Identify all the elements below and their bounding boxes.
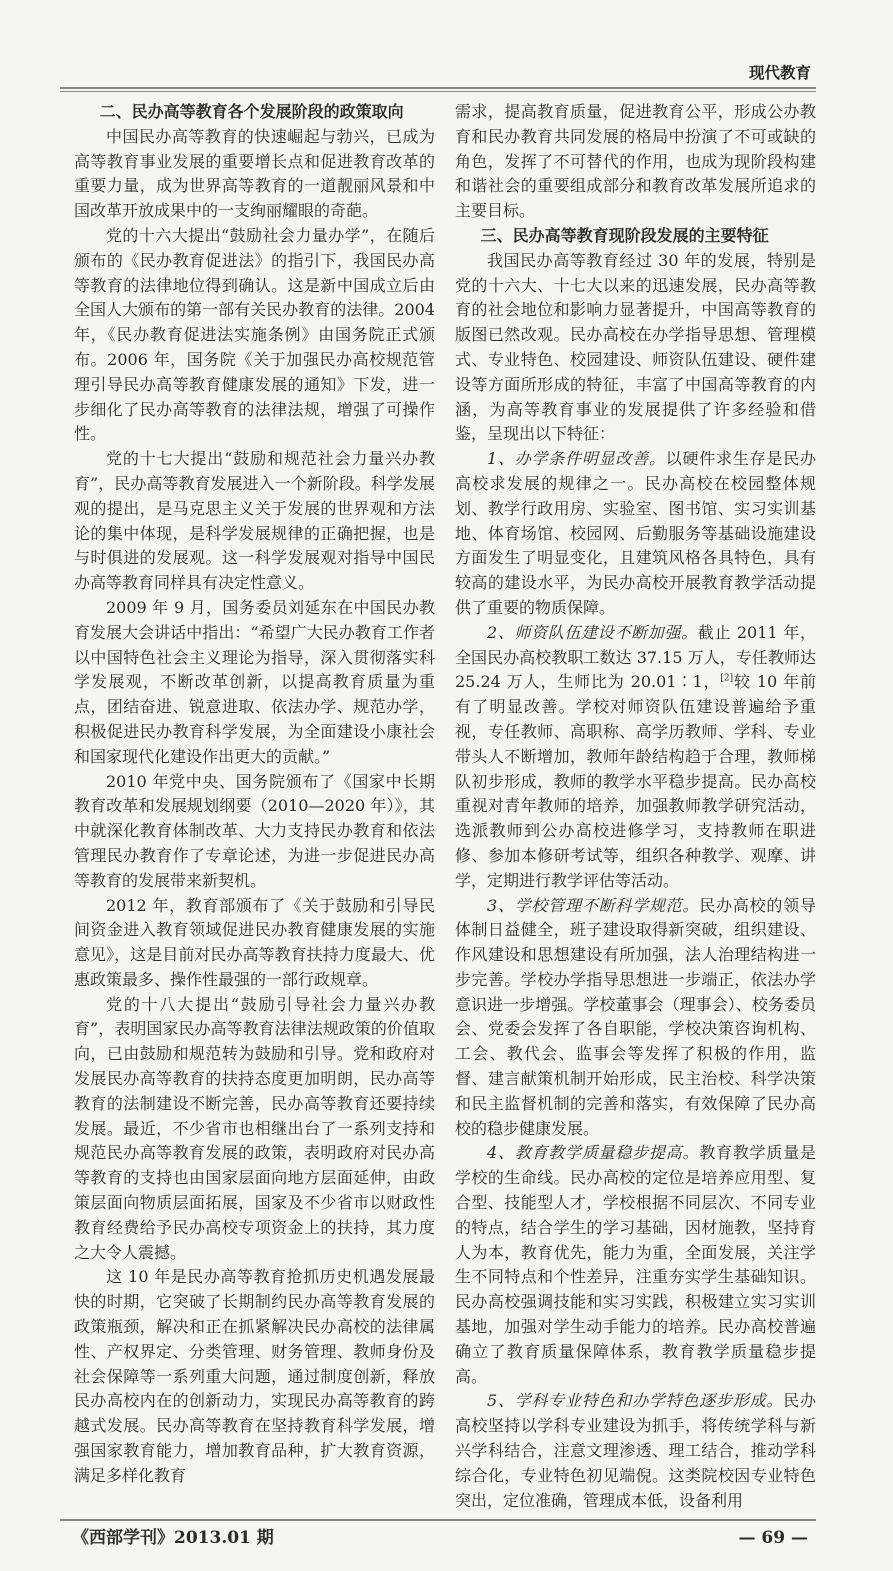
paragraph-intro: 我国民办高等教育经过 30 年的发展，特别是党的十六大、十七大以来的迅速发展，民办高等教育的社会地位和影响力显著提升，中国高等教育的版图已然改观。民办高校在办学指导思想、管理模式、专业特色、校园建设、师资队伍建设、硬件建设等方面所形成的特征，丰富了中国高等教育的内涵，为高等教育事业的发展提供了许多经验和借鉴，呈现出以下特征： bbox=[455, 250, 816, 444]
right-column bbox=[455, 100, 816, 1513]
paragraph: 2010 年党中央、国务院颁布了《国家中长期教育改革和发展规划纲要（2010—2020 年）》，其中就深化教育体制改革、大力支持民办教育和依法管理民办教育作了专章论述，为进一步促进民办高等教育的发展带来新契机。 bbox=[74, 771, 435, 890]
running-head-section: 现代教育 bbox=[748, 64, 811, 82]
paragraph: 党的十六大提出“鼓励社会力量办学”，在随后颁布的《民办教育促进法》的指引下，我国民办高等教育的法律地位得到确认。这是新中国成立后由全国人大颁布的第一部有关民办教育的法律。2004 年，《民办教育促进法实施条例》由国务院正式颁布。2006 年，国务院《关于加强民办高校规范管理引导民办高等教育健康发展的通知》下发，进一步细化了民办高等教育的法律法规，增强了可操作性。 bbox=[74, 225, 435, 444]
feature-lead: 4、教育教学质量稳步提高。 bbox=[487, 1143, 700, 1163]
section-heading-2: 二、民办高等教育各个发展阶段的政策取向 bbox=[99, 102, 404, 121]
footer-row bbox=[60, 1521, 816, 1551]
paragraph: 这 10 年是民办高等教育抢抓历史机遇发展最快的时期，它突破了长期制约民办高等教育发展的政策瓶颈，解决和正在抓紧解决民办高校的法律属性、产权界定、分类管理、财务管理、教师身份及社会保障等一系列重大问题，通过制度创新，释放民办高校内在的创新动力，实现民办高等教育的跨越式发展。民办高等教育在坚持教育科学发展，增强国家教育能力，增加教育品种，扩大教育资源，满足多样化教育 bbox=[74, 1267, 435, 1485]
paragraph: 党的十八大提出“鼓励引导社会力量兴办教育”，表明国家民办高等教育法律法规政策的价值取向，已由鼓励和规范转为鼓励和引导。党和政府对发展民办高等教育的扶持态度更加明朗，民办高等教育的法制建设不断完善，民办高等教育还要持续发展。最近，不少省市也相继出台了一系列支持和规范民办高等教育发展的政策，表明政府对民办高等教育的支持也由国家层面向地方层面延伸，由政策层面向物质层面拓展，国家及不少省市以财政性教育经费给予民办高校专项资金上的扶持，其力度之大令人震撼。 bbox=[74, 994, 435, 1262]
feature-lead: 2、师资队伍建设不断加强。 bbox=[487, 622, 698, 642]
header-row bbox=[60, 62, 816, 84]
paragraph-continuation: 需求，提高教育质量，促进教育公平，形成公办教育和民办教育共同发展的格局中扮演了不可或缺的角色，发挥了不可替代的作用，也成为现阶段构建和谐社会的重要组成部分和教育改革发展所追求的主要目标。 bbox=[455, 102, 816, 221]
feature-lead: 1、办学条件明显改善。 bbox=[487, 449, 666, 469]
journal-issue: 《西部学刊》2013.01 期 bbox=[72, 1528, 274, 1549]
left-column bbox=[74, 100, 435, 1513]
feature-item-2 bbox=[455, 621, 816, 894]
feature-body: 教育教学质量是学校的生命线。民办高校的定位是培养应用型、复合型、技能型人才，学校根据不同层次、不同专业的特点，结合学生的学习基础，因材施教，坚持育人为本，教育优先，能力为重，全面发展，关注学生不同特点和个性差异，注重夯实学生基础知识。民办高校强调技能和实习实践，积极建立实习实训基地，加强对学生动手能力的培养。民办高校普遍确立了教育质量保障体系，教育教学质量稳步提高。 bbox=[455, 1143, 816, 1386]
feature-lead: 5、学科专业特色和办学特色逐步形成。 bbox=[487, 1391, 784, 1411]
feature-item-5 bbox=[455, 1389, 816, 1513]
paragraph: 中国民办高等教育的快速崛起与勃兴，已成为高等教育事业发展的重要增长点和促进教育改革的重要力量，成为世界高等教育的一道靓丽风景和中国改革开放成果中的一支绚丽耀眼的奇葩。 bbox=[74, 126, 435, 221]
feature-body: 民办高校坚持以学科专业建设为抓手，将传统学科与新兴学科结合，注意文理渗透、理工结合，推动学科综合化，专业特色初见端倪。这类院校因专业特色突出，定位准确，管理成本低，设备利用 bbox=[455, 1391, 816, 1510]
feature-body: 以硬件求生存是民办高校求发展的规律之一。民办高校在校园整体规划、教学行政用房、实验室、图书馆、实习实训基地、体育场馆、校园网、后勤服务等基础设施建设方面发生了明显变化，且建筑风格各具特色，具有较高的建设水平，为民办高校开展教育教学活动提供了重要的物质保障。 bbox=[455, 449, 816, 617]
feature-item-1 bbox=[455, 447, 816, 621]
paragraph: 2009 年 9 月，国务委员刘延东在中国民办教育发展大会讲话中指出：“希望广大民办教育工作者以中国特色社会主义理论为指导，深入贯彻落实科学发展观，不断改革创新，以提高教育质量为重点，团结奋进、锐意进取、依法办学、规范办学，积极促进民办教育科学发展，为全面建设小康社会和国家现代化建设作出更大的贡献。” bbox=[74, 597, 435, 766]
feature-lead: 3、学校管理不断科学规范。 bbox=[487, 895, 700, 915]
feature-body: 民办高校的领导体制日益健全，班子建设取得新突破，组织建设、作风建设和思想建设有所加强，法人治理结构进一步完善。学校办学指导思想进一步端正，依法办学意识进一步增强。学校董事会（理事会）、校务委员会、党委会发挥了各自职能，学校决策咨询机构、工会、教代会、监事会等发挥了积极的作用，监督、建言献策机制开始形成，民主治校、科学决策和民主监督机制的完善和落实，有效保障了民办高校的稳步健康发展。 bbox=[455, 895, 816, 1138]
columns bbox=[60, 92, 816, 1519]
citation-ref[interactable]: [2] bbox=[720, 674, 734, 684]
feature-body-cont: 较 10 年前有了明显改善。学校对师资队伍建设普遍给予重视，专任教师、高职称、高学历教师、学科、专业带头人不断增加，教师年龄结构趋于合理，教师梯队初步形成，教师的教学水平稳步提高。民办高校重视对青年教师的培养，加强教师教学研究活动，选派教师到公办高校进修学习，支持教师在职进修、参加本修研考试等，组织各种教学、观摩、讲学，定期进行教学评估等活动。 bbox=[455, 672, 816, 890]
section-heading-3: 三、民办高等教育现阶段发展的主要特征 bbox=[480, 225, 769, 245]
page-number: — 69 — bbox=[738, 1528, 808, 1549]
paragraph: 2012 年，教育部颁布了《关于鼓励和引导民间资金进入教育领域促进民办教育健康发展的实施意见》，这是目前对民办高等教育扶持力度最大、优惠政策最多、操作性最强的一部行政规章。 bbox=[74, 895, 435, 989]
paragraph: 党的十七大提出“鼓励和规范社会力量兴办教育”，民办高等教育发展进入一个新阶段。科学发展观的提出，是马克思主义关于发展的世界观和方法论的集中体现，是科学发展规律的正确把握，也是与时俱进的发展观。这一科学发展观对指导中国民办高等教育同样具有决定性意义。 bbox=[74, 449, 435, 593]
feature-body: 截止 2011 年，全国民办高校教职工数达 37.15 万人，专任教师达 25.24 万人，生师比为 20.01∶1， bbox=[455, 622, 816, 692]
feature-item-3 bbox=[455, 894, 816, 1142]
feature-item-4 bbox=[455, 1141, 816, 1389]
